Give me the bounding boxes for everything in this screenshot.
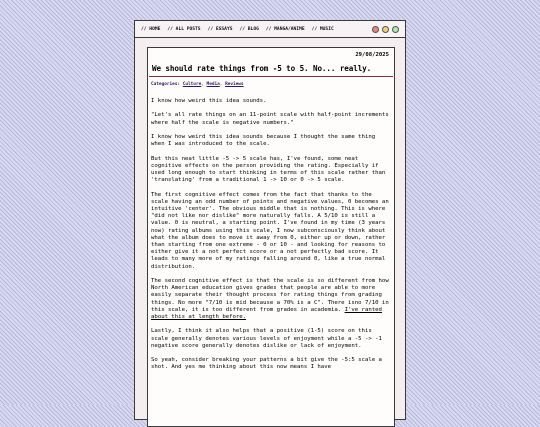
browser-window — [134, 20, 406, 420]
post-categories: Categories: Culture, Media, Reviews — [151, 82, 244, 87]
post-card — [147, 47, 395, 427]
paragraph: Lastly, I think it also helps that a positive (1-5) score on this scale generally denotes various levels of enjoyment while a -5 -> -1 negative score generally denotes dislike or lack of enjoyment. — [151, 328, 382, 349]
close-dot-icon[interactable] — [372, 26, 379, 33]
paragraph — [151, 278, 391, 321]
paragraph: I know how weird this idea sounds because I thought the same thing when I was introduced to the scale. — [151, 133, 376, 148]
window-controls — [372, 26, 399, 33]
categories-label: Categories: — [151, 82, 181, 87]
post-body — [148, 90, 394, 372]
maximize-dot-icon[interactable] — [392, 26, 399, 33]
category-link-reviews[interactable]: Reviews — [225, 82, 244, 87]
nav-essays-link[interactable]: // ESSAYS — [207, 26, 233, 32]
post-title: We should rate things from -5 to 5. No... really. — [149, 60, 393, 77]
nav-manga-anime-link[interactable]: // MANGA/ANIME — [265, 26, 305, 32]
nav-music-link[interactable]: // MUSIC — [311, 26, 334, 32]
rant-link[interactable]: I've ranted about this at length before. — [151, 306, 382, 321]
minimize-dot-icon[interactable] — [382, 26, 389, 33]
paragraph: So yeah, consider breaking your patterns a bit give the -5:5 scale a shot. And yes me thinking about this now means I have — [151, 357, 382, 371]
post-date: 29/08/2025 — [355, 52, 389, 58]
category-link-culture[interactable]: Culture — [182, 82, 202, 87]
paragraph: "Let's all rate things on an 11-point scale with half-point increments where half the scale is negative numbers." — [151, 112, 389, 126]
paragraph: But this neat little -5 -> 5 scale has, I've found, some neat cognitive effects on the person providing the rating. Especially if used long enough to start thinking in terms of this scale rather than 'translating' from a traditional 1 -> 10 or 0 -> 5 scale. — [151, 155, 386, 184]
category-link-media[interactable]: Media — [206, 82, 220, 87]
nav-all-posts-link[interactable]: // ALL POSTS — [167, 26, 201, 32]
paragraph: I know how weird this idea sounds. — [151, 98, 267, 104]
paragraph-text: The second cognitive effect is that the scale is so different from how North American education gives grades that people are able to more easily separate their thought process for rating things from grading things. No more "7/10 is mid because a 70% is a C". There isno 7/10 in this scale, it is too different from grades in academia. — [151, 278, 389, 313]
nav-home-link[interactable]: // HOME — [141, 26, 161, 32]
nav-blog-link[interactable]: // BLOG — [239, 26, 259, 32]
top-nav — [135, 21, 405, 38]
paragraph: The first cognitive effect comes from the fact that thanks to the scale having an odd number of points and negative values, 0 becomes an intuitive 'center'. The obvious middle that is nothing. This is where "did not like nor dislike" more naturally falls. A 5/10 is still a value. 0 is neutral, a starting point. I've found in my time (3 years now) rating albums using this scale, I now subconsciously think about what the album does to move it away from 0, either up or down, rather than starting from one extreme - 0 or 10 - and looking for reasons to either give it a not perfect score or a not perfectly bad score. It leads to many more of my ratings falling around 0, like a true normal distribution. — [151, 191, 389, 270]
